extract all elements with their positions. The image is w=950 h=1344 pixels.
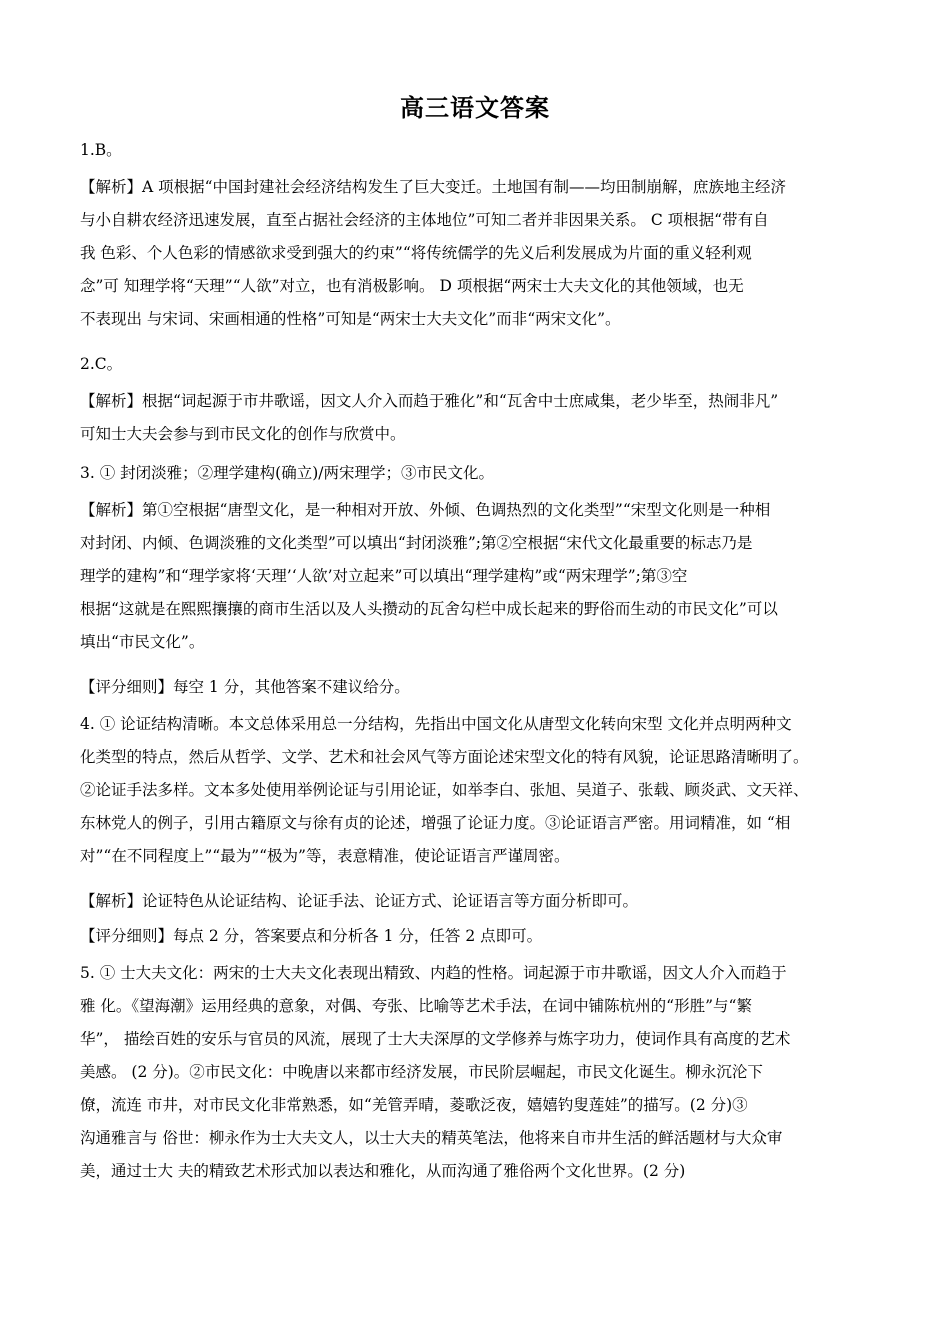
text-line: 雅 化。《望海潮》运用经典的意象，对偶、夸张、比喻等艺术手法，在词中铺陈杭州的“形胜”与“繁 — [80, 997, 752, 1015]
text-line: 【评分细则】每点 2 分，答案要点和分析各 1 分，任答 2 点即可。 — [80, 927, 543, 945]
text-line: 华”， 描绘百姓的安乐与官员的风流，展现了士大夫深厚的文学修养与炼字功力，使词作具有高度的艺术 — [80, 1030, 791, 1048]
text-line: 【解析】A 项根据“中国封建社会经济结构发生了巨大变迁。土地国有制——均田制崩解，庶族地主经济 — [80, 178, 787, 196]
text-line: 3. ① 封闭淡雅；②理学建构(确立)/两宋理学；③市民文化。 — [80, 464, 494, 482]
text-line: 根据“这就是在熙熙攘攘的商市生活以及人头攒动的瓦舍勾栏中成长起来的野俗而生动的市民文化”可以 — [80, 600, 778, 618]
text-line: 【解析】第①空根据“唐型文化，是一种相对开放、外倾、色调热烈的文化类型”“宋型文化则是一种相 — [80, 501, 771, 519]
text-line: 5. ① 士大夫文化：两宋的士大夫文化表现出精致、内趋的性格。词起源于市井歌谣，因文人介入而趋于 — [80, 964, 787, 982]
text-line: 填出“市民文化”。 — [80, 633, 205, 651]
text-line: 对”“在不同程度上”“最为”“极为”等，表意精准，使论证语言严谨周密。 — [80, 847, 570, 865]
text-line: 【解析】根据“词起源于市井歌谣，因文人介入而趋于雅化”和“瓦舍中士庶咸集，老少毕至，热闹非凡” — [80, 392, 779, 410]
text-line: 理学的建构”和“理学家将‘天理’‘人欲’对立起来”可以填出“理学建构”或“两宋理学”;第③空 — [80, 567, 688, 585]
text-line: 东林党人的例子，引用古籍原文与徐有贞的论述，增强了论证力度。③论证语言严密。用词精准，如 “相 — [80, 814, 791, 832]
text-line: 4. ① 论证结构清晰。本文总体采用总一分结构，先指出中国文化从唐型文化转向宋型 文化并点明两种文 — [80, 715, 792, 733]
text-line: 【解析】论证特色从论证结构、论证手法、论证方式、论证语言等方面分析即可。 — [80, 892, 639, 910]
text-line: 我 色彩、个人色彩的情感欲求受到强大的约束”“将传统儒学的先义后利发展成为片面的重义轻利观 — [80, 244, 752, 262]
text-line: 念”可 知理学将“天理”“人欲”对立，也有消极影响。 D 项根据“两宋士大夫文化的其他领域，也无 — [80, 277, 744, 295]
text-line: 不表现出 与宋词、宋画相通的性格”可知是“两宋士大夫文化”而非“两宋文化”。 — [80, 310, 621, 328]
text-line: 1.B。 — [80, 141, 122, 159]
text-line: 2.C。 — [80, 355, 123, 373]
text-line: 对封闭、内倾、色调淡雅的文化类型”可以填出“封闭淡雅”;第②空根据“宋代文化最重要的标志乃是 — [80, 534, 753, 552]
text-line: 美感。 (2 分)。②市民文化：中晚唐以来都市经济发展，市民阶层崛起，市民文化诞生。柳永沉沦下 — [80, 1063, 763, 1081]
text-line: 化类型的特点，然后从哲学、文学、艺术和社会风气等方面论述宋型文化的特有风貌，论证思路清晰明了。 — [80, 748, 809, 766]
text-line: 与小自耕农经济迅速发展，直至占据社会经济的主体地位”可知二者并非因果关系。 C 项根据“带有自 — [80, 211, 769, 229]
text-line: 僚，流连 市井，对市民文化非常熟悉，如“羌管弄晴，菱歌泛夜，嬉嬉钓叟莲娃”的描写。(2 分)③ — [80, 1096, 748, 1114]
text-line: 沟通雅言与 俗世：柳永作为士大夫文人，以士大夫的精英笔法，他将来自市井生活的鲜活题材与大众审 — [80, 1129, 783, 1147]
text-line: 【评分细则】每空 1 分，其他答案不建议给分。 — [80, 678, 410, 696]
text-line: 可知士大夫会参与到市民文化的创作与欣赏中。 — [80, 425, 406, 443]
text-line: ②论证手法多样。文本多处使用举例论证与引用论证，如举李白、张旭、吴道子、张载、顾炎武、文天祥、 — [80, 781, 809, 799]
page-title: 高三语文答案 — [400, 94, 550, 122]
text-line: 美，通过士大 夫的精致艺术形式加以表达和雅化，从而沟通了雅俗两个文化世界。(2 分) — [80, 1162, 686, 1180]
